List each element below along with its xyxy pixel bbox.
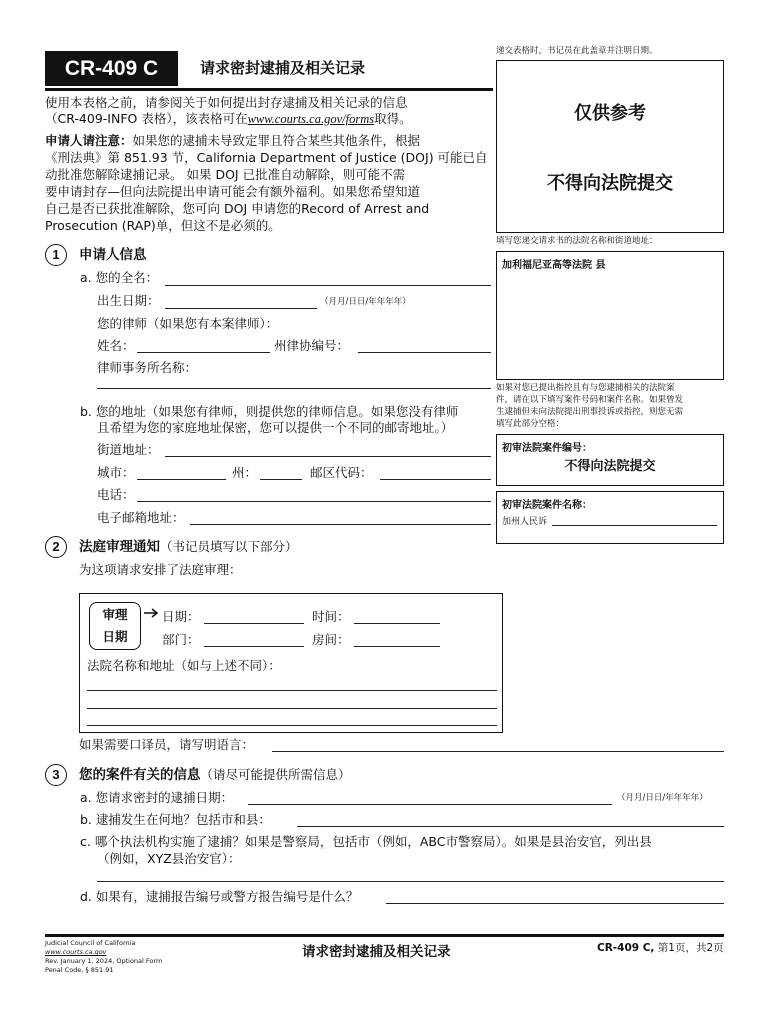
footer-form-code: CR-409 C, <box>597 942 655 954</box>
full-name-field[interactable] <box>165 285 491 286</box>
notice-line5: 自己是否已获批准解除，您可向 DOJ 申请您的Record of Arrest and <box>45 201 430 216</box>
clerk-stamp-note: 递交表格时，书记员在此盖章并注明日期。 <box>496 46 658 56</box>
dob-label: 出生日期： <box>97 293 160 308</box>
state-field[interactable] <box>260 479 302 480</box>
arrest-location-label: b. 逮捕发生在何地？包括市和县： <box>80 812 271 827</box>
hearing-box <box>79 593 503 733</box>
form-code: CR-409 C <box>64 57 159 80</box>
hearing-time-field[interactable] <box>354 623 440 624</box>
hearing-date-badge: 审理 日期 <box>89 602 141 650</box>
footer-website[interactable]: www.courts.ca.gov <box>45 948 107 956</box>
section1-number: 1 <box>45 244 67 266</box>
firm-field[interactable] <box>97 388 491 389</box>
court-address-line2[interactable] <box>87 708 497 709</box>
hearing-dept-label: 部门： <box>162 632 200 647</box>
stamp-do-not-file: 不得向法院提交 <box>547 173 673 194</box>
section3-title-note: （请尽可能提供所需信息） <box>200 767 351 782</box>
prior-note-l1: 如果对您已提出指控且有与您逮捕相关的法院案 <box>496 383 675 393</box>
section2-title-note: （书记员填写以下部分） <box>160 539 298 554</box>
hearing-date-label: 日期： <box>162 609 200 624</box>
intro-line1: 使用本表格之前，请参阅关于如何提出封存逮捕及相关记录的信息 <box>45 95 408 110</box>
agency-label-l1: c. 哪个执法机构实施了逮捕？如果是警察局，包括市（例如，ABC市警察局）。如果是县治安官，列出县 <box>80 834 652 849</box>
prior-note-l4: 填写此部分空格： <box>496 419 565 429</box>
section2-subtitle: 为这项请求安排了法庭审理： <box>79 562 242 577</box>
report-number-label: d. 如果有，逮捕报告编号或警方报告编号是什么？ <box>80 889 359 904</box>
case-name-box[interactable] <box>496 491 724 544</box>
bar-number-field[interactable] <box>358 352 491 353</box>
case-number-label: 初审法院案件编号： <box>502 443 592 454</box>
zip-field[interactable] <box>380 479 491 480</box>
notice-line3: 动批准您解除逮捕记录。 如果 DOJ 已批准自动解除，则可能不需 <box>45 167 406 182</box>
agency-field[interactable] <box>97 881 724 882</box>
stamp-reference-only: 仅供参考 <box>574 103 646 124</box>
notice-line1: 申请人请注意：如果您的逮捕未导致定罪且符合某些其他条件，根据 <box>45 133 421 148</box>
court-address-line3[interactable] <box>87 725 497 726</box>
report-number-field[interactable] <box>386 903 724 904</box>
case-name-line <box>552 525 717 526</box>
arrest-date-format: （月月/日日/年年年年） <box>617 793 708 803</box>
court-address-label: 法院名称和地址（如与上述不同）： <box>87 658 281 673</box>
court-box-label: 填写您递交请求书的法院名称和街道地址： <box>496 236 658 246</box>
hearing-dept-field[interactable] <box>204 646 304 647</box>
footer-council: Judicial Council of California <box>45 939 136 947</box>
case-name-value: 加州人民诉 <box>502 517 548 527</box>
section2-title: 法庭审理通知（书记员填写以下部分） <box>79 539 298 555</box>
email-label: 电子邮箱地址： <box>97 510 185 525</box>
footer-page <box>597 940 724 956</box>
section3-number: 3 <box>45 764 67 786</box>
form-title: 请求密封逮捕及相关记录 <box>200 59 366 77</box>
notice-label: 申请人请注意： <box>45 133 133 148</box>
interpreter-field[interactable] <box>272 751 724 752</box>
header-rule <box>45 88 493 91</box>
court-address-line1[interactable] <box>87 690 497 691</box>
footer-title: 请求密封逮捕及相关记录 <box>302 944 451 960</box>
section1-title: 申请人信息 <box>79 247 147 263</box>
hearing-date-field[interactable] <box>204 623 304 624</box>
street-field[interactable] <box>165 456 491 457</box>
city-label: 城市： <box>97 465 135 480</box>
arrest-date-label: a. 您请求密封的逮捕日期： <box>80 790 234 805</box>
notice-line4: 要申请封存—但向法院提出申请可能会有额外福利。如果您希望知道 <box>45 184 421 199</box>
court-address-box[interactable] <box>496 251 724 380</box>
attorney-name-field[interactable] <box>137 352 270 353</box>
street-label: 街道地址： <box>97 442 160 457</box>
arrow-right-icon <box>144 607 160 619</box>
section3-title: 您的案件有关的信息（请尽可能提供所需信息） <box>79 767 351 783</box>
footer-revision: Rev. January 1, 2024, Optional Form <box>45 957 163 965</box>
hearing-room-label: 房间： <box>312 632 350 647</box>
full-name-label: a. 您的全名： <box>80 270 159 285</box>
footer-penal-code: Penal Code, § 851.91 <box>45 966 114 974</box>
arrest-location-field[interactable] <box>297 826 724 827</box>
dob-field[interactable] <box>165 308 317 309</box>
address-note-l1: b. 您的地址（如果您有律师，则提供您的律师信息。如果您没有律师 <box>80 404 459 419</box>
phone-field[interactable] <box>137 501 491 502</box>
email-field[interactable] <box>190 524 491 525</box>
attorney-name-label: 姓名： <box>97 338 135 353</box>
footer-page-number: 第1页，共2页 <box>657 942 724 954</box>
notice-line2: 《刑法典》第 851.93 节，California Department of Justice (DOJ) 可能已自 <box>45 150 488 165</box>
prior-note-l2: 件，请在以下填写案件号码和案件名称。如果曾发 <box>496 395 684 405</box>
prior-note-l3: 生逮捕但未向法院提出刑事投诉或指控，则您无需 <box>496 407 684 417</box>
intro-line2: （CR-409-INFO 表格），该表格可在www.courts.ca.gov/forms取得。 <box>45 111 412 126</box>
case-number-box[interactable] <box>496 434 724 486</box>
case-number-value: 不得向法院提交 <box>564 459 656 474</box>
dob-format: （月月/日日/年年年年） <box>320 297 411 307</box>
city-field[interactable] <box>137 479 226 480</box>
case-name-label: 初审法院案件名称： <box>502 500 592 511</box>
attorney-label: 您的律师（如果您有本案律师）： <box>97 316 279 331</box>
arrest-date-field[interactable] <box>248 804 612 805</box>
bar-number-label: 州律协编号： <box>274 338 350 353</box>
address-note-l2: 且希望为您的家庭地址保密，您可以提供一个不同的邮寄地址。） <box>97 420 454 435</box>
state-label: 州： <box>232 465 258 480</box>
hearing-room-field[interactable] <box>354 646 440 647</box>
notice-line6: Prosecution (RAP)单，但这不是必须的。 <box>45 218 281 233</box>
hearing-time-label: 时间： <box>312 609 350 624</box>
phone-label: 电话： <box>97 487 135 502</box>
zip-label: 邮区代码： <box>310 465 373 480</box>
firm-label: 律师事务所名称： <box>97 360 198 375</box>
agency-label-l2: （例如，XYZ县治安官）： <box>97 851 241 866</box>
section2-number: 2 <box>45 536 67 558</box>
interpreter-label: 如果需要口译员，请写明语言： <box>79 737 255 752</box>
forms-link[interactable]: www.courts.ca.gov/forms <box>247 112 375 126</box>
court-box-content: 加利福尼亚高等法院 县 <box>502 260 606 271</box>
form-code-badge <box>45 51 178 86</box>
footer-rule <box>45 934 724 937</box>
clerk-stamp-box <box>496 60 724 233</box>
